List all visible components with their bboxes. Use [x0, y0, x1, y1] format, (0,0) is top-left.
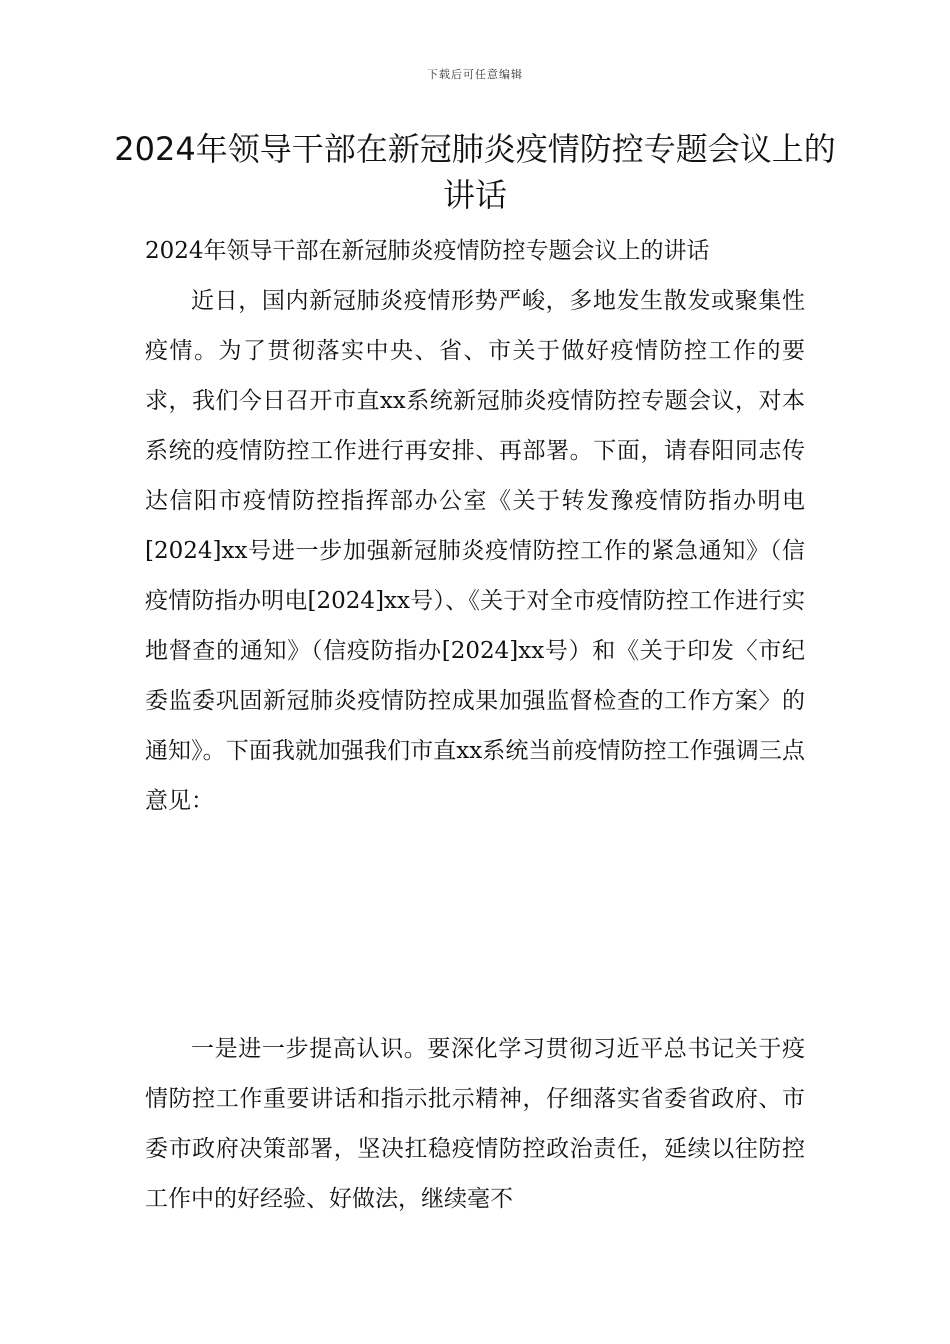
document-title: 2024年领导干部在新冠肺炎疫情防控专题会议上的讲话	[114, 130, 836, 214]
document-subtitle: 2024年领导干部在新冠肺炎疫情防控专题会议上的讲话	[145, 238, 710, 264]
paragraph-intro: 近日，国内新冠肺炎疫情形势严峻，多地发生散发或聚集性疫情。为了贯彻落实中央、省、市关于做好疫情防控工作的要求，我们今日召开市直xx系统新冠肺炎疫情防控专题会议，对本系统的疫情防控工作进行再安排、再部署。下面，请春阳同志传达信阳市疫情防控指挥部办公室《关于转发豫疫情防指办明电[2024]xx号进一步加强新冠肺炎疫情防控工作的紧急通知》（信疫情防指办明电[2024]xx号）、《关于对全市疫情防控工作进行实地督查的通知》（信疫防指办[2024]xx号）和《关于印发〈市纪委监委巩固新冠肺炎疫情防控成果加强监督检查的工作方案〉的通知》。下面我就加强我们市直xx系统当前疫情防控工作强调三点意见：	[145, 288, 805, 814]
paragraph-point-one: 一是进一步提高认识。要深化学习贯彻习近平总书记关于疫情防控工作重要讲话和指示批示精神，仔细落实省委省政府、市委市政府决策部署，坚决扛稳疫情防控政治责任，延续以往防控工作中的好经验、好做法，继续毫不	[145, 1036, 805, 1212]
page-header-note: 下载后可任意编辑	[427, 68, 523, 81]
